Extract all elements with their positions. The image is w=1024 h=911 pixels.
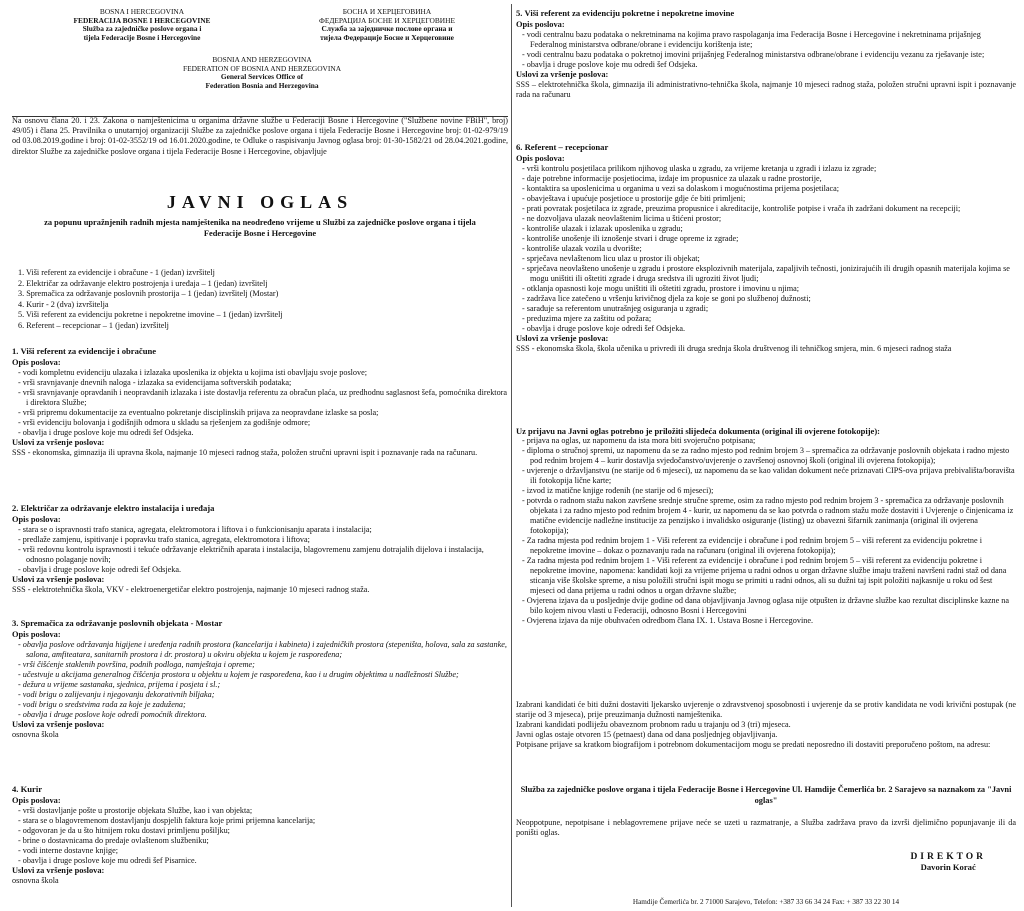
letterhead-bosnian [42, 8, 242, 42]
duties-label: Opis poslova: [12, 795, 61, 805]
conditions-text: SSS - ekonomska škola, škola učenika u privredi ili druga srednja škola društvenog ili tehničkog smjera, min. 6 mjeseci radnog staža [516, 343, 952, 353]
section-title: 3. Spremačica za održavanje poslovnih objekata - Mostar [12, 618, 223, 628]
requirement-item: - izvod iz matične knjige rođenih (ne starije od 6 mjeseci); [516, 486, 1016, 496]
section-title: 2. Električar za održavanje elektro instalacija i uređaja [12, 503, 215, 513]
duty-item: - dežura u vrijeme sastanaka, sjednica, prijema i posjeta i sl.; [12, 680, 508, 690]
requirements-list [516, 436, 1016, 626]
letterhead-line: BOSNA I HERCEGOVINA [99, 7, 185, 16]
signature-block [910, 852, 986, 872]
duty-item: - obavlja poslove održavanja higijene i uređenja radnih prostora (kancelarija i kabineta) i zajedničkih prostora (stepeništa, holova, sala za sastanke, salona, amfiteatara, sanitarnih prostora i dr. prostora) u okviru objekta u kojem je raspoređena; [12, 640, 508, 660]
letterhead-line: тијела Федерације Босне и Херцеговине [320, 32, 454, 42]
duties-label: Opis poslova: [12, 629, 61, 639]
requirement-item: - Za radna mjesta pod rednim brojem 1 - Viši referent za evidencije i obračune i pod rednim brojem 5 – viši referent za evidenciju pokretne i nepokretne imovine, napomena: kandidati koji za vrijeme prijema u radni odnos u organ državne službe imaju traženi navršeni radni staž od dana sticanja više školske spreme, a nisu položili stručni ispit mogu se primiti u radni odnos, ali su dužni taj ispit položiti najkasnije u roku od šest mjeseci od dana prijema u radni odnos u organ državne službe; [516, 556, 1016, 596]
letterhead-line: Služba za zajedničke poslove organa i [82, 24, 202, 34]
section-title: 5. Viši referent za evidenciju pokretne i nepokretne imovine [516, 8, 735, 18]
note-paragraph: Izabrani kandidati će biti dužni dostaviti ljekarsko uvjerenje o zdravstvenoj sposobnosti i uvjerenje da se protiv kandidata ne vodi krivični postupak (ne starije od 3 mjeseca), prije preuzimanja dužnosti namještenika. [516, 700, 1016, 719]
letterhead-line: БОСНА И ХЕРЦЕГОВИНА [342, 7, 432, 16]
duty-item: - odgovoran je da u što hitnijem roku dostavi primljenu pošiljku; [12, 826, 508, 836]
document-title: JAVNI OGLAS [166, 192, 354, 212]
note-paragraph: Javni oglas ostaje otvoren 15 (petnaest) dana od dana posljednjeg objavljivanja. [516, 730, 778, 739]
position-item: 3. Spremačica za održavanje poslovnih prostorija – 1 (jedan) izvršitelj (Mostar) [18, 289, 279, 299]
letterhead-cyrillic [282, 8, 492, 42]
position-item: 1. Viši referent za evidencije i obračune - 1 (jedan) izvršitelj [18, 268, 215, 277]
duty-item: - vodi brigu o zalijevanju i njegovanju dekorativnih biljaka; [12, 690, 508, 700]
submission-address: Služba za zajedničke poslove organa i tijela Federacije Bosne i Hercegovine Ul. Hamdije Čemerlića br. 2 Sarajevo sa naznakom za "Javni oglas" [520, 785, 1012, 805]
requirement-item: - prijava na oglas, uz napomenu da ista mora biti svojeručno potpisana; [516, 436, 1016, 446]
column-divider [511, 4, 512, 907]
letterhead-line: FEDERACIJA BOSNE I HERCEGOVINE [73, 15, 211, 25]
conditions-text: SSS - elektrotehnička škola, VKV - elektroenergetičar elektro postrojenja, najmanje 10 mjeseci radnog staža. [12, 584, 370, 594]
duty-item: - vrši kontrolu posjetilaca prilikom njihovog ulaska u zgradu, za vrijeme kretanja u zgradi i izlazu iz zgrade; [516, 164, 1016, 174]
conditions-label: Uslovi za vršenje poslova: [516, 333, 609, 343]
letterhead-line: BOSNIA AND HERZEGOVINA [212, 55, 312, 64]
duty-item: - kontroliše unošenje ili iznošenje stvari i druge opreme iz zgrade; [516, 234, 1016, 244]
duty-item: - vrši dostavljanje pošte u prostorije objekata Službe, kao i van objekta; [12, 806, 508, 816]
duty-item: - obavlja i druge poslove koje odredi šef Odsjeka. [12, 565, 508, 575]
duty-item: - sprječava nevlaštenom licu ulaz u prostor ili objekat; [516, 254, 1016, 264]
section-title: 6. Referent – recepcionar [516, 142, 609, 152]
duties-label: Opis poslova: [516, 153, 565, 163]
duty-item: - obavlja i druge poslove koje mu odredi šef Odsjeka. [12, 428, 508, 438]
duties-list [516, 30, 1016, 70]
duty-item: - vodi brigu o sredstvima rada za koje je zadužena; [12, 700, 508, 710]
duties-label: Opis poslova: [12, 514, 61, 524]
section-4 [12, 784, 508, 886]
conditions-text: SSS – elektrotehnička škola, gimnazija ili administrativno-tehnička škola, najmanje 10 mjeseci radnog staža, položen stručni upravni ispit i poznavanje rada na računaru [516, 79, 1016, 99]
section-title: 4. Kurir [12, 784, 43, 794]
duty-item: - kontroliše ulazak i izlazak uposlenika u zgradu; [516, 224, 1016, 234]
intro-paragraph: Na osnovu člana 20. i 23. Zakona o namještenicima u organima državne službe u Federaciji Bosne i Hercegovine ("Službene novine FBiH", broj) 49/05) i člana 25. Pravilnika o unutarnjoj organizaciji Službe za zajedničke poslove organa i tijela Federacije Bosne i Hercegovine broj: 01-02-979/19 od 03.08.2019.godine i broj: 01-02-3552/19 od 16.01.2020.godine, te Odluke o raspisivanju Javnog oglasa broj: 01-30-1582/21 od 28.04.2021.godine, direktor Službe za zajedničke poslove organa i tijela Federacije Bosne i Hercegovine, objavljuje [12, 116, 508, 156]
conditions-text: osnovna škola [12, 875, 59, 885]
duties-list [12, 640, 508, 720]
duty-item: - stara se o ispravnosti trafo stanica, agregata, elektromotora i liftova i o funkcionisanju aparata i instalacija; [12, 525, 508, 535]
duty-item: - obavlja i druge poslove koje mu odredi šef Pisarnice. [12, 856, 508, 866]
duties-list [12, 806, 508, 866]
letterhead-line: Служба за заједничке послове органа и [321, 24, 453, 34]
requirement-item: - Za radna mjesta pod rednim brojem 1 - Viši referent za evidencije i obračune i pod rednim brojem 5 – viši referent za evidenciju pokretne i nepokretne imovine – dokaz o poznavanju rada na računaru (original ili ovjerena fotokopija); [516, 536, 1016, 556]
duty-item: - kontroliše ulazak vozila u dvorište; [516, 244, 1016, 254]
duty-item: - sarađuje sa referentom unutrašnjeg osiguranja u zgradi; [516, 304, 1016, 314]
duty-item: - vodi centralnu bazu podataka o nekretninama na kojima pravo raspolaganja ima Federacija Bosne i Hercegovine i nekretninama prijašnjeg Federalnog ministarstva odbrane/obrane i evidenciju korištenja iste; [516, 30, 1016, 50]
requirements-section [516, 426, 1016, 626]
duty-item: - zadržava lice zatečeno u vršenju krivičnog djela za koje se goni po službenoj dužnosti; [516, 294, 1016, 304]
duty-item: - vrši pripremu dokumentacije za eventualno pokretanje disciplinskih prijava za neopravdane izlaske sa posla; [12, 408, 508, 418]
conditions-label: Uslovi za vršenje poslova: [12, 574, 105, 584]
position-item: 6. Referent – recepcionar – 1 (jedan) izvršitelj [18, 320, 169, 330]
duty-item: - vodi centralnu bazu podataka o pokretnoj imovini prijašnjeg Federalnog ministarstva odbrane/obrane i evidenciju vezanu za rješavanje iste; [516, 50, 1016, 60]
positions-list [18, 268, 498, 332]
duties-label: Opis poslova: [516, 19, 565, 29]
duty-item: - stara se o blagovremenom dostavljanju dospjelih faktura koje primi prijemna kancelarija; [12, 816, 508, 826]
left-column [12, 0, 508, 911]
duties-list [516, 164, 1016, 334]
duty-item: - vrši sravnjavanje opravdanih i neopravdanih izlazaka i iste dostavlja referentu za obračun plaća, uz predhodnu saglasnost šefa, pomoćnika direktora i direktora Službe; [12, 388, 508, 408]
requirement-item: - uvjerenje o državljanstvu (ne starije od 6 mjeseci), uz napomenu da se kao validan dokument neće priznavati CIPS-ova prijava prebivališta/boravišta ili fotokopija lične karte; [516, 466, 1016, 486]
duty-item: - obavlja i druge poslove koje odredi šef Odsjeka. [516, 324, 1016, 334]
letterhead-line: tijela Federacije Bosne i Hercegovine [83, 32, 201, 42]
section-6 [516, 142, 1016, 354]
conditions-label: Uslovi za vršenje poslova: [12, 437, 105, 447]
closing-paragraph: Neoppotpune, nepotpisane i neblagovremene prijave neće se uzeti u razmatranje, a Služba zadržava pravo da izvrši djelimično popunjavanje ili da poništi oglas. [516, 818, 1016, 837]
position-item: 2. Električar za održavanje elektro postrojenja i uređaja – 1 (jedan) izvršitelj [18, 278, 268, 288]
letterhead-line: Federation Bosnia and Herzegovina [205, 80, 319, 90]
duty-item: - vrši sravnjavanje dnevnih naloga - izlazaka sa evidencijama softverskih podataka; [12, 378, 508, 388]
section-1 [12, 346, 508, 458]
section-2 [12, 503, 508, 595]
notes-section [516, 700, 1016, 750]
requirement-item: - diploma o stručnoj spremi, uz napomenu da se za radno mjesto pod rednim brojem 3 – spremačica za održavanje poslovnih objekata i radno mjesto pod rednim brojem 4 – kurir dostavlja svjedočanstvo/uvjerenje o završenoj osnovnoj školi (original ili ovjerena fotokopija); [516, 446, 1016, 466]
duty-item: - vrši redovnu kontrolu ispravnosti i tekuće održavanje električnih aparata i instalacija, blagovremenu zamjenu dotrajalih dijelova i instalacija, odnosno polaganje novih; [12, 545, 508, 565]
footer-contact: Hamdije Čemerlića br. 2 71000 Sarajevo, Telefon: +387 33 66 34 24 Fax: + 387 33 22 30 14 [632, 898, 900, 906]
letterhead [12, 8, 508, 120]
duty-item: - ne dozvoljava ulazak neovlaštenim licima u štićeni prostor; [516, 214, 1016, 224]
letterhead-english [142, 56, 382, 90]
section-3 [12, 618, 508, 740]
conditions-label: Uslovi za vršenje poslova: [12, 865, 105, 875]
conditions-text: SSS - ekonomska, gimnazija ili upravna škola, najmanje 10 mjeseci radnog staža, položen stručni upravni ispit i poznavanje rada na računaru. [12, 447, 478, 457]
duty-item: - vodi interne dostavne knjige; [12, 846, 508, 856]
requirements-title: Uz prijavu na Javni oglas potrebno je priložiti slijedeća dokumenta (original ili ovjerene fotokopije): [516, 426, 880, 436]
duty-item: - učestvuje u akcijama generalnog čišćenja prostora u objektu u kojem je raspoređena, kao i u drugim objektima u nadležnosti Službe; [12, 670, 508, 680]
duty-item: - obavlja i druge poslove koje odredi pomoćnik direktora. [12, 710, 508, 720]
position-item: 4. Kurir - 2 (dva) izvršitelja [18, 299, 109, 309]
duties-label: Opis poslova: [12, 357, 61, 367]
closing-block [516, 818, 1016, 838]
duties-list [12, 525, 508, 575]
letterhead-line: FEDERATION OF BOSNIA AND HERZEGOVINA [182, 63, 342, 73]
duty-item: - vodi kompletnu evidenciju ulazaka i izlazaka uposlenika iz objekta u kojima isti obavljaju svoje poslove; [12, 368, 508, 378]
right-column [516, 0, 1016, 911]
duty-item: - vrši evidenciju bolovanja i godišnjih odmora u skladu sa rješenjem za godišnje odmore; [12, 418, 508, 428]
duties-list [12, 368, 508, 438]
requirement-item: - potvrda o radnom stažu nakon završene srednje stručne spreme, osim za radno mjesto pod rednim brojem 3 - spremačica za održavanje poslovnih objekata i za radno mjesto pod rednim brojem 4 - kurir, uz napomenu da se kao potvrda o radnom stažu može dostaviti i Uvjerenje o činjenicama iz matične evidencije nadležne institucije za penzijsko i invalidsko osiguranje (listing) uz obavezni šifarnik zanimanja (original ili ovjerena fotokopija); [516, 496, 1016, 536]
duty-item: - predlaže zamjenu, ispitivanje i popravku trafo stanica, agregata, elektromotora i liftova; [12, 535, 508, 545]
section-title: 1. Viši referent za evidencije i obračune [12, 346, 157, 356]
duty-item: - sprječava neovlašteno unošenje u zgradu i prostore eksplozivnih materijala, zapaljivih tečnosti, jonizirajućih ili drugih opasnih materijala kojima se mogu uništiti ili oštetiti zgrade i druga sredstva ili ugroziti život ljudi; [516, 264, 1016, 284]
signature-name: Davorin Korać [920, 862, 976, 872]
letterhead-line: General Services Office of [220, 72, 304, 82]
duty-item: - vrši čišćenje staklenih površina, podnih podloga, namještaja i opreme; [12, 660, 508, 670]
conditions-text: osnovna škola [12, 729, 59, 739]
requirement-item: - Ovjerena izjava da nije obuhvaćen odredbom člana IX. 1. Ustava Bosne i Hercegovine. [516, 616, 1016, 626]
position-item: 5. Viši referent za evidenciju pokretne i nepokretne imovine – 1 (jedan) izvršitelj [18, 310, 283, 320]
note-paragraph: Potpisane prijave sa kratkom biografijom i potrebnom dokumentacijom mogu se predati neposredno ili dostaviti preporučeno poštom, na adresu: [516, 740, 991, 749]
conditions-label: Uslovi za vršenje poslova: [516, 69, 609, 79]
duty-item: - obavlja i druge poslove koje mu odredi šef Odsjeka. [516, 60, 1016, 70]
duty-item: - preduzima mjere za zaštitu od požara; [516, 314, 1016, 324]
duty-item: - kontaktira sa uposlenicima u organima u vezi sa dolaskom i mogućnostima prijema posjetilaca; [516, 184, 1016, 194]
requirement-item: - Ovjerena izjava da u posljednje dvije godine od dana objavljivanja Javnog oglasa nije otpušten iz državne službe kao rezultat disciplinske kazne na bilo kojem nivou vlasti u Federaciji, odnosno Bosni i Hercegovini [516, 596, 1016, 616]
letterhead-line: ФЕДЕРАЦИЈА БОСНЕ И ХЕРЦЕГОВИНЕ [319, 15, 455, 25]
duty-item: - prati povratak posjetilaca iz zgrade, preuzima propusnice i akreditacije, kontroliše potpise i vrača ih zadržani dokument na recepciji; [516, 204, 1016, 214]
document-subtitle: za popunu upražnjenih radnih mjesta namještenika na neodređeno vrijeme u Službi za zajedničke poslove organa i tijela Federacije Bosne i Hercegovine [44, 218, 476, 238]
note-paragraph: Izabrani kandidati podliježu obaveznom probnom radu u trajanju od 3 (tri) mjeseca. [516, 720, 791, 729]
address-block [516, 784, 1016, 806]
duty-item: - daje potrebne informacije posjetiocima, izdaje im propusnice za ulazak u radne prostorije, [516, 174, 1016, 184]
signature-title: DIREKTOR [910, 852, 986, 862]
duty-item: - obavještava i upućuje posjetioce u prostorije gdje će biti primljeni; [516, 194, 1016, 204]
conditions-label: Uslovi za vršenje poslova: [12, 719, 105, 729]
section-5 [516, 8, 1016, 100]
duty-item: - otklanja opasnosti koje mogu uništiti ili oštetiti zgradu, prostore i imovinu u njima; [516, 284, 1016, 294]
duty-item: - brine o dostavnicama do predaje ovlaštenom službeniku; [12, 836, 508, 846]
